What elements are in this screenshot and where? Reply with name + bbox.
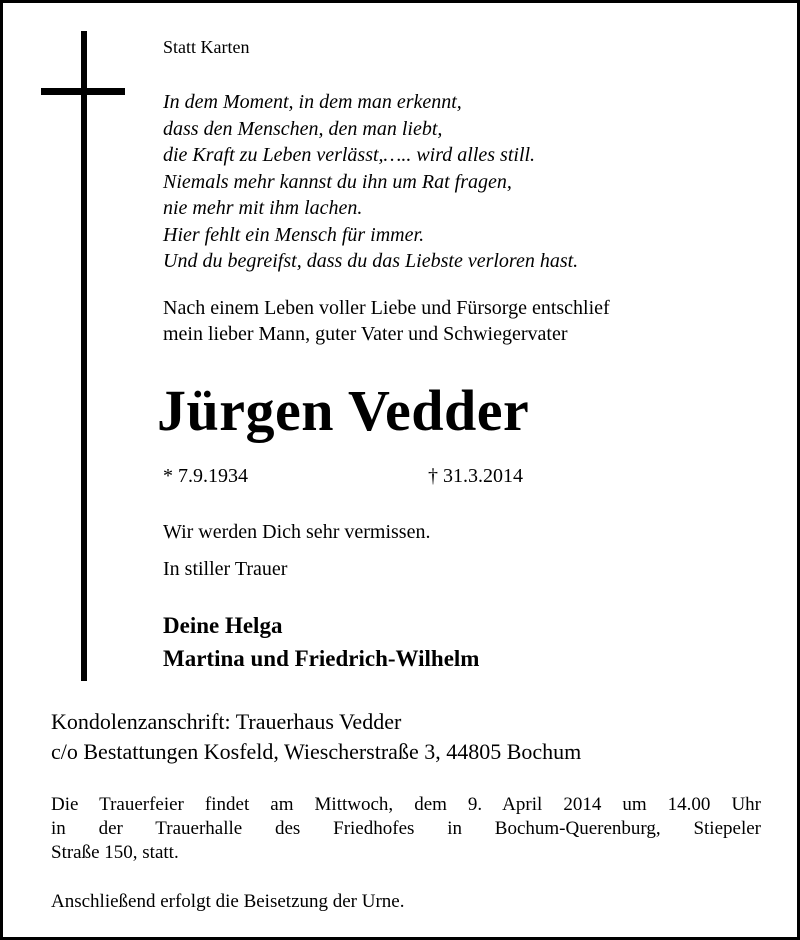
intro-line: Nach einem Leben voller Liebe und Fürsorge entschlief <box>163 297 610 319</box>
intro-line: mein lieber Mann, guter Vater und Schwiegervater <box>163 323 568 345</box>
cross-icon <box>81 31 87 681</box>
signers <box>163 609 479 675</box>
poem <box>163 89 578 275</box>
poem-line: nie mehr mit ihm lachen. <box>163 197 363 219</box>
funeral-info <box>51 793 761 865</box>
signer-line: Deine Helga <box>163 613 283 638</box>
address-line: c/o Bestattungen Kosfeld, Wiescherstraße 3, 44805 Bochum <box>51 739 582 764</box>
poem-line: die Kraft zu Leben verlässt,….. wird alles still. <box>163 144 536 166</box>
poem-line: In dem Moment, in dem man erkennt, <box>163 91 462 113</box>
poem-line: dass den Menschen, den man liebt, <box>163 117 443 140</box>
poem-line: Und du begreifst, dass du das Liebste verloren hast. <box>163 250 579 272</box>
deceased-name: Jürgen Vedder <box>157 378 530 443</box>
poem-line: Niemals mehr kannst du ihn um Rat fragen, <box>163 170 512 193</box>
cross-icon-bar <box>41 88 125 95</box>
birth-date: * 7.9.1934 <box>163 465 248 487</box>
funeral-line: in der Trauerhalle des Friedhofes in Bochum-Querenburg, Stiepeler <box>51 818 761 839</box>
header-statt-karten: Statt Karten <box>163 37 250 57</box>
condolence-address <box>51 707 581 767</box>
death-date: † 31.3.2014 <box>428 465 523 487</box>
funeral-line: Die Trauerfeier findet am Mittwoch, dem 9. April 2014 um 14.00 Uhr <box>51 794 761 815</box>
intro-text <box>163 295 610 347</box>
signer-line: Martina und Friedrich-Wilhelm <box>163 646 480 671</box>
missing-text: Wir werden Dich sehr vermissen. <box>163 521 431 543</box>
address-line: Kondolenzanschrift: Trauerhaus Vedder <box>51 709 402 734</box>
funeral-line: Straße 150, statt. <box>51 842 179 863</box>
poem-line: Hier fehlt ein Mensch für immer. <box>163 223 425 246</box>
mourning-text: In stiller Trauer <box>163 558 288 580</box>
burial-info: Anschließend erfolgt die Beisetzung der Urne. <box>51 891 405 912</box>
